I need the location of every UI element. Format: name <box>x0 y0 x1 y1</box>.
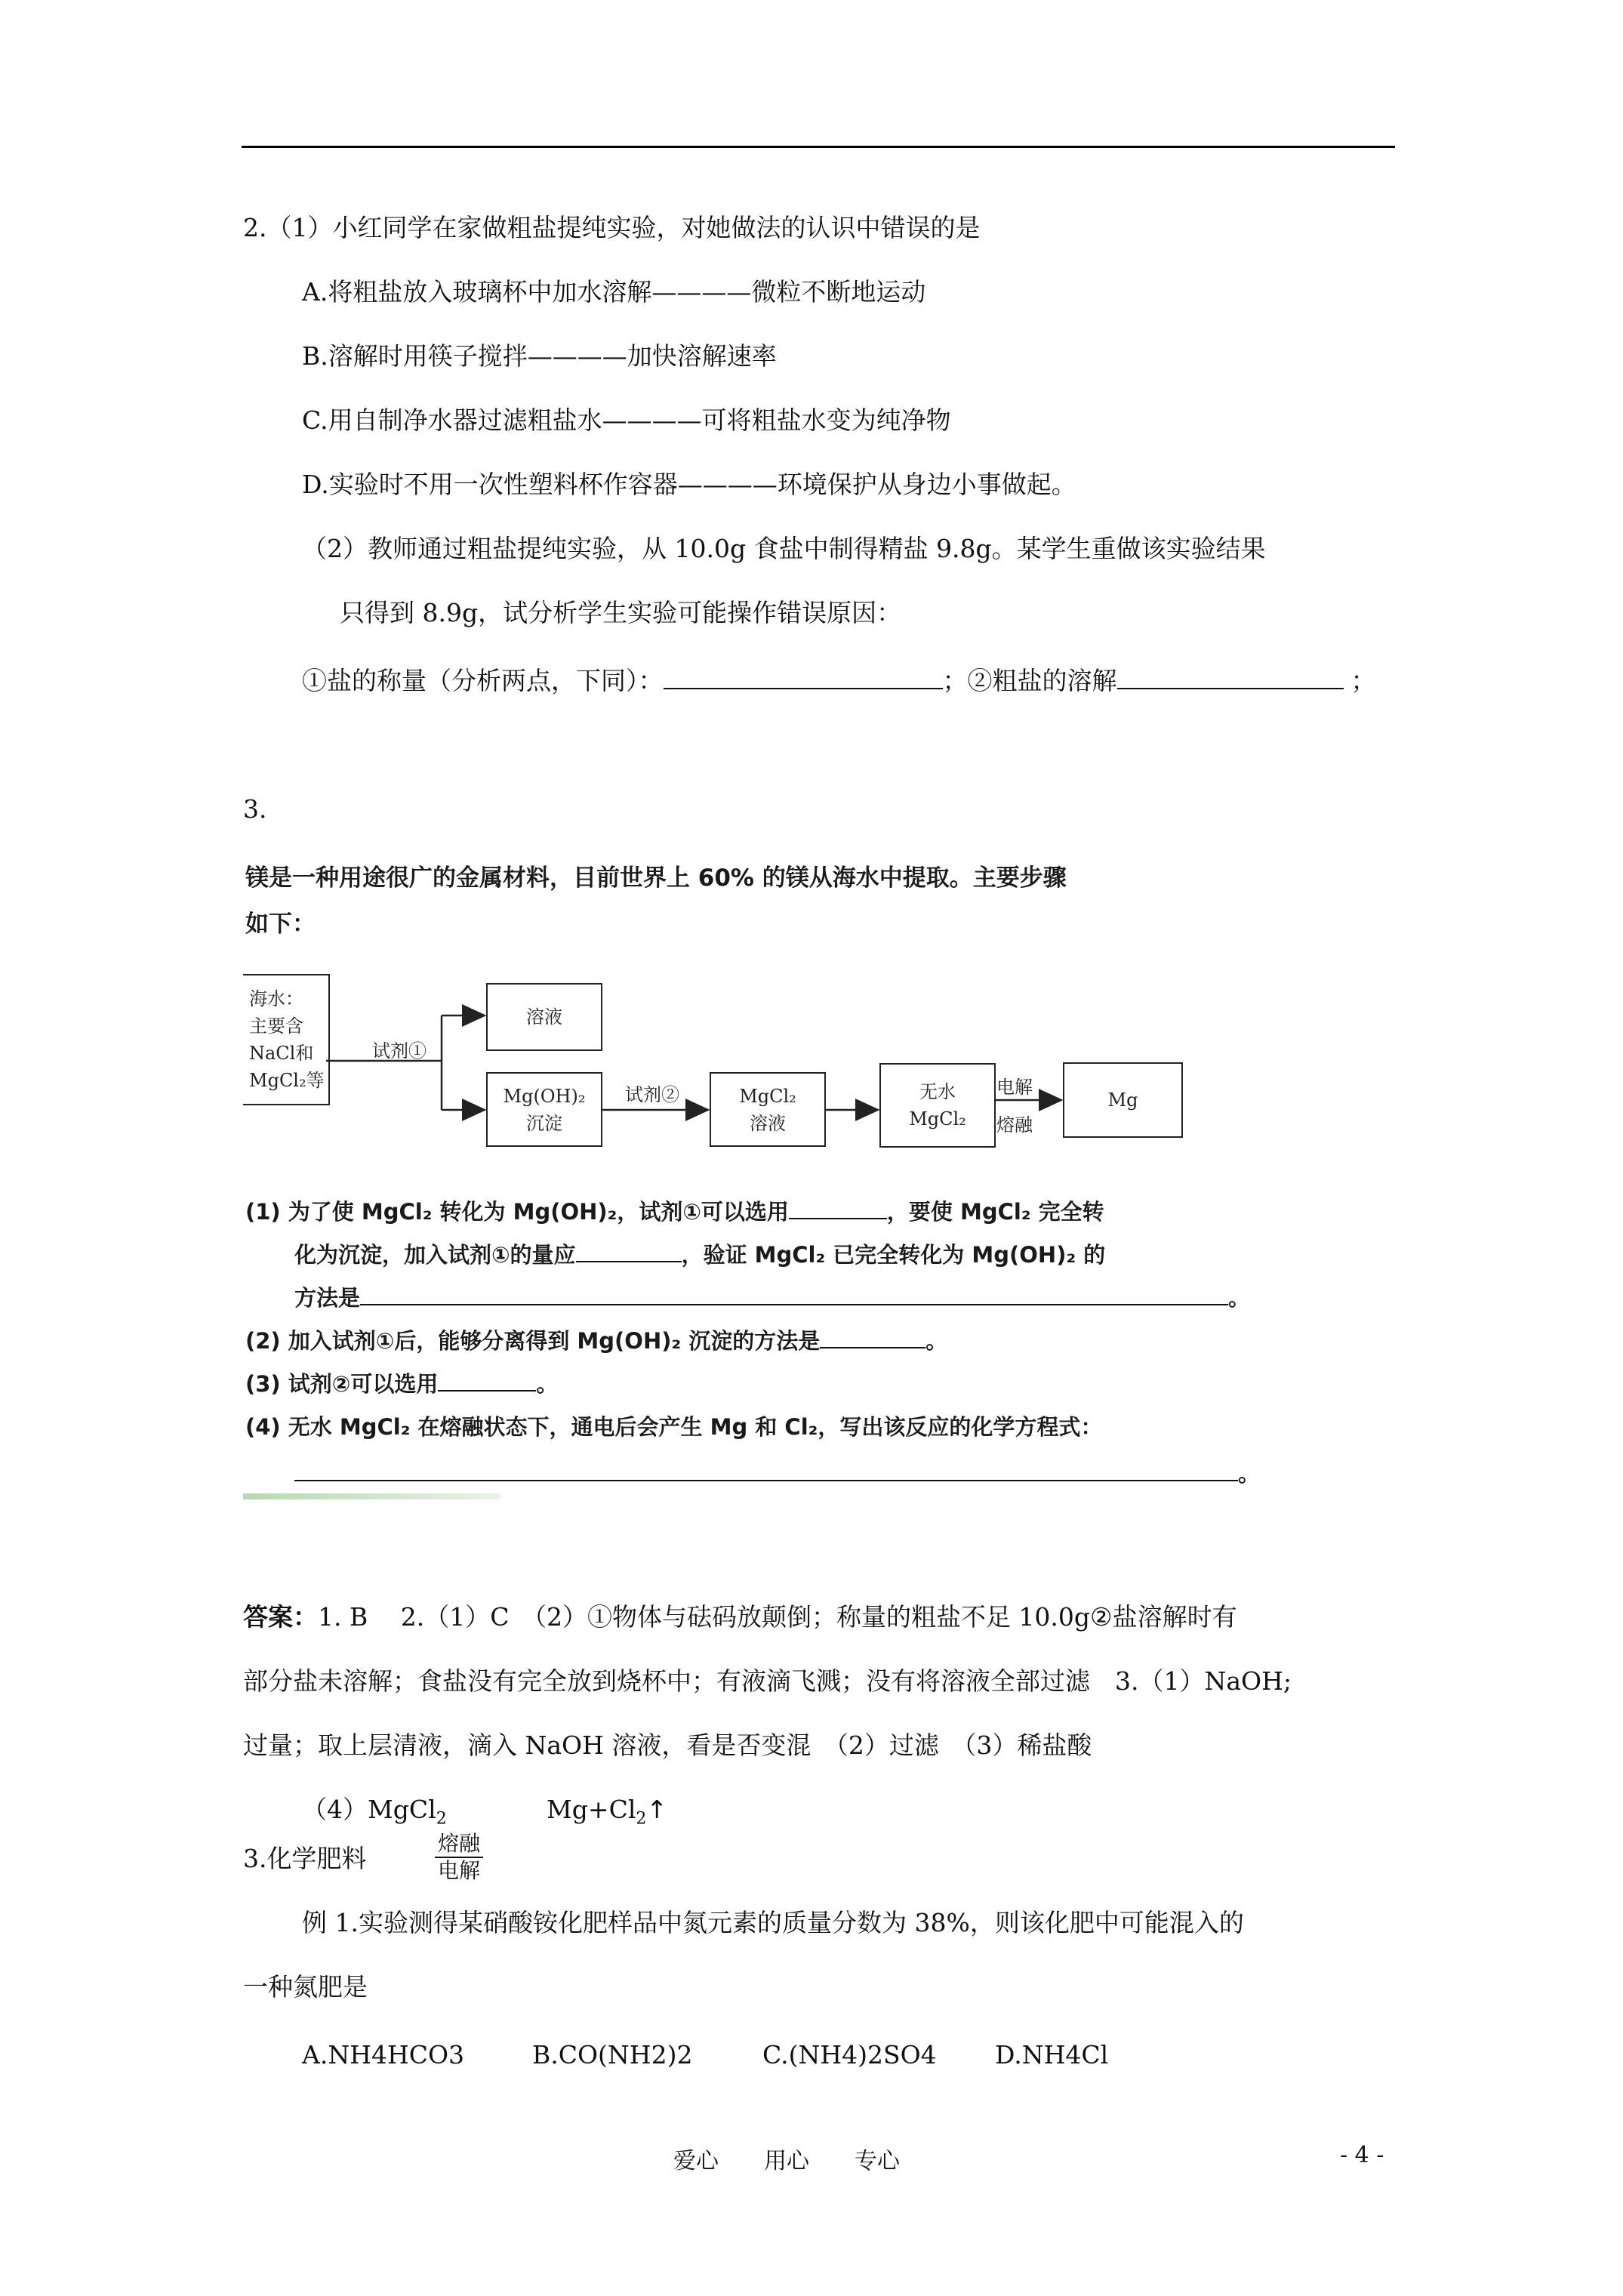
q3-blank-separation[interactable] <box>820 1326 925 1348</box>
q3-blank-reagent1[interactable] <box>789 1197 887 1219</box>
mgcl2-solution-label-2: 溶液 <box>750 1112 786 1134</box>
q3-sub3-period: 。 <box>536 1371 559 1397</box>
q3-sub1-d: ，验证 MgCl₂ 已完全转化为 Mg(OH)₂ 的 <box>681 1242 1106 1268</box>
seawater-label-1: 海水： <box>249 988 303 1009</box>
q3-sub1-line2 <box>294 1238 1105 1269</box>
anhydrous-label-1: 无水 <box>919 1081 956 1102</box>
answer-line4-left <box>302 1793 447 1836</box>
q2-option-b: B.溶解时用筷子搅拌————加快溶解速率 <box>302 341 777 371</box>
mgcl2-solution-label-1: MgCl₂ <box>739 1085 796 1107</box>
q3-intro-line1: 镁是一种用途很广的金属材料，目前世界上 60% 的镁从海水中提取。主要步骤 <box>245 864 1067 892</box>
section-title: 3.化学肥料 <box>243 1844 367 1873</box>
q2-option-a: A.将粗盐放入玻璃杯中加水溶解————微粒不断地运动 <box>302 277 926 307</box>
choice-d: D.NH4Cl <box>995 2040 1109 2069</box>
answer-label: 答案： <box>243 1602 318 1632</box>
seawater-label-2: 主要含 <box>249 1015 303 1037</box>
answer-line1-text: 1. B 2.（1）C （2）①物体与砝码放颠倒；称量的粗盐不足 10.0g②盐溶解时有 <box>318 1602 1237 1632</box>
choice-b: B.CO(NH2)2 <box>532 2040 693 2069</box>
seawater-label-3: NaCl和 <box>249 1043 314 1064</box>
q3-sub4-line: (4) 无水 MgCl₂ 在熔融状态下，通电后会产生 Mg 和 Cl₂，写出该反应的化学方程式： <box>245 1414 1103 1440</box>
q3-sub1-a: (1) 为了使 MgCl₂ 转化为 Mg(OH)₂，试剂①可以选用 <box>245 1199 789 1225</box>
q3-sub1-line3 <box>294 1281 1250 1312</box>
q2-option-c: C.用自制净水器过滤粗盐水————可将粗盐水变为纯净物 <box>302 405 951 435</box>
q3-sub2-line <box>245 1324 947 1355</box>
q3-blank-reagent2[interactable] <box>438 1369 536 1391</box>
footer-motto: 爱心 用心 专心 <box>673 2148 900 2174</box>
q3-blank-method[interactable] <box>360 1283 1228 1305</box>
answer-line2: 部分盐未溶解；食盐没有完全放到烧杯中；有液滴飞溅；没有将溶液全部过滤 3.（1）NaOH; <box>243 1666 1292 1696</box>
condition-top: 熔融 <box>435 1831 483 1858</box>
mg-label: Mg <box>1107 1089 1138 1111</box>
gas-arrow: ↑ <box>646 1795 668 1824</box>
choice-c: C.(NH4)2SO4 <box>762 2040 937 2069</box>
answer-line4-right <box>547 1793 667 1836</box>
q3-number: 3. <box>243 794 267 824</box>
electrolysis-label: 电解 <box>996 1077 1033 1098</box>
q3-sub4-period: 。 <box>1238 1461 1261 1487</box>
reaction-condition <box>435 1831 483 1884</box>
condition-bottom: 电解 <box>438 1858 481 1883</box>
q3-sub2-period: 。 <box>925 1328 948 1354</box>
q3-sub1-e: 方法是 <box>294 1285 361 1311</box>
q2-fill-a-label: ①盐的称量（分析两点，下同）： <box>302 666 664 695</box>
q2-fill-sep: ；②粗盐的溶解 <box>942 666 1117 695</box>
page-number: - 4 - <box>1340 2142 1384 2168</box>
q3-sub1-line1 <box>245 1195 1104 1226</box>
precipitate-label-1: Mg(OH)₂ <box>503 1085 586 1107</box>
answer-line1 <box>243 1601 1237 1634</box>
q3-sub3-line <box>245 1367 558 1398</box>
scan-edge-strip <box>243 1493 500 1499</box>
q3-sub1-period: 。 <box>1228 1285 1251 1311</box>
q2-part2-line1: （2）教师通过粗盐提纯实验，从 10.0g 食盐中制得精盐 9.8g。某学生重做该实验结果 <box>302 534 1266 563</box>
solution-label: 溶液 <box>526 1006 562 1028</box>
example1-line2: 一种氮肥是 <box>243 1972 368 2002</box>
answer-cl2-sub: 2 <box>636 1809 647 1829</box>
q3-sub1-b: ，要使 MgCl₂ 完全转 <box>886 1199 1104 1225</box>
q3-intro-line2: 如下： <box>245 911 316 938</box>
q2-part2-line2: 只得到 8.9g，试分析学生实验可能操作错误原因： <box>340 598 902 627</box>
reagent1-label: 试剂① <box>372 1040 427 1062</box>
reagent2-label: 试剂② <box>625 1084 679 1105</box>
answer-line3: 过量；取上层清液，滴入 NaOH 溶液，看是否变混 （2）过滤 （3）稀盐酸 <box>243 1730 1092 1760</box>
seawater-label-4: MgCl₂等 <box>249 1070 325 1091</box>
q2-option-d: D.实验时不用一次性塑料杯作容器————环境保护从身边小事做起。 <box>302 470 1076 499</box>
q3-sub4-answer-line <box>294 1457 1260 1488</box>
precipitate-label-2: 沉淀 <box>526 1112 562 1134</box>
q2-fill-end: ； <box>1350 666 1376 695</box>
q3-sub3-text: (3) 试剂②可以选用 <box>245 1371 439 1397</box>
q2-heading: 2.（1）小红同学在家做粗盐提纯实验，对她做法的认识中错误的是 <box>243 213 981 242</box>
answer-mgcl2: （4）MgCl <box>302 1795 436 1824</box>
anhydrous-label-2: MgCl₂ <box>909 1108 966 1130</box>
q3-blank-amount[interactable] <box>576 1240 682 1262</box>
answer-mg-cl2: Mg+Cl <box>547 1795 636 1824</box>
q3-sub2-text: (2) 加入试剂①后，能够分离得到 Mg(OH)₂ 沉淀的方法是 <box>245 1328 821 1354</box>
q3-blank-equation[interactable] <box>294 1459 1238 1481</box>
example1-line1: 例 1.实验测得某硝酸铵化肥样品中氮元素的质量分数为 38%，则该化肥中可能混入的 <box>302 1908 1244 1937</box>
choice-a: A.NH4HCO3 <box>302 2040 465 2069</box>
q3-sub1-c: 化为沉淀，加入试剂①的量应 <box>294 1242 576 1268</box>
answer-mgcl2-sub: 2 <box>436 1809 447 1829</box>
molten-label: 熔融 <box>996 1114 1033 1136</box>
